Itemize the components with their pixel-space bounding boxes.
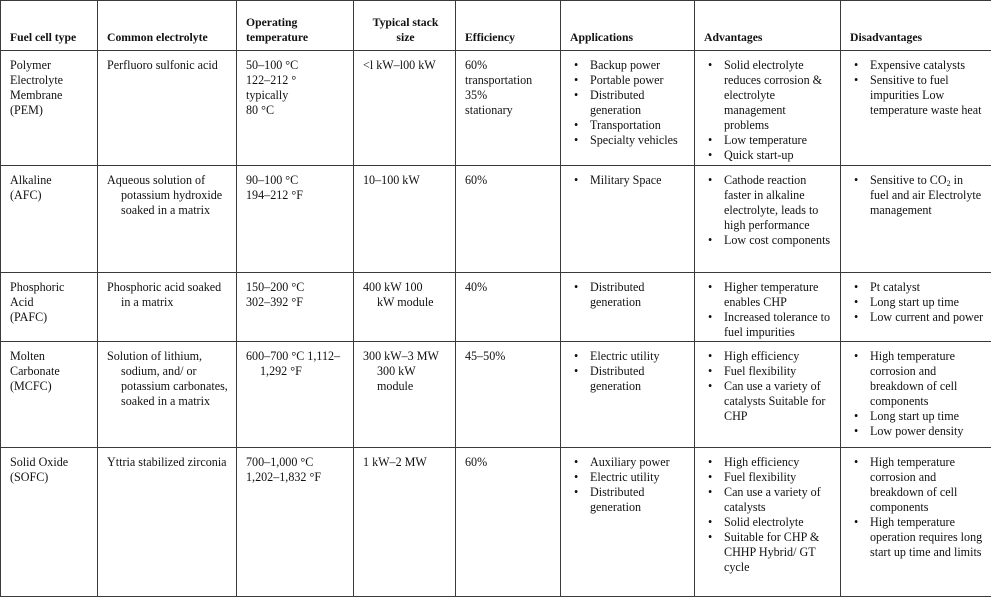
advantages-cell	[695, 342, 841, 448]
header-advantages: Advantages	[695, 1, 841, 51]
stack-size-cell: 400 kW 100 kW module	[354, 273, 456, 342]
fuel-cell-type-cell: Molten Carbonate (MCFC)	[1, 342, 98, 448]
advantages-cell	[695, 51, 841, 166]
applications-cell	[561, 51, 695, 166]
temperature-cell: 90–100 °C 194–212 °F	[237, 166, 354, 273]
list-item: • Long start up time	[850, 409, 984, 424]
list-item: • High efficiency	[704, 349, 833, 364]
list-item: • Low power density	[850, 424, 984, 439]
list-item: • Cathode reaction faster in alkaline electrolyte, leads to high performance	[704, 173, 833, 233]
electrolyte-cell: Aqueous solution of potassium hydroxide soaked in a matrix	[98, 166, 237, 273]
list-item: • Can use a variety of catalysts Suitable for CHP	[704, 379, 833, 424]
table-row-pafc	[1, 273, 991, 342]
list-item: • Higher temperature enables CHP	[704, 280, 833, 310]
header-disadvantages: Disadvantages	[841, 1, 991, 51]
list-item: • Pt catalyst	[850, 280, 984, 295]
temperature-cell: 700–1,000 °C 1,202–1,832 °F	[237, 448, 354, 597]
list-item: • Expensive catalysts	[850, 58, 984, 73]
table-row-mcfc	[1, 342, 991, 448]
temperature-cell: 50–100 °C 122–212 ° typically 80 °C	[237, 51, 354, 166]
header-operating-temperature: Operating temperature	[237, 1, 354, 51]
efficiency-cell: 60%	[456, 166, 561, 273]
table-row-pem	[1, 51, 991, 166]
list-item: • High efficiency	[704, 455, 833, 470]
efficiency-cell: 60% transportation 35% stationary	[456, 51, 561, 166]
stack-size-cell: 300 kW–3 MW 300 kW module	[354, 342, 456, 448]
list-item: • Electric utility	[570, 470, 687, 485]
advantages-cell	[695, 166, 841, 273]
stack-size-cell: 1 kW–2 MW	[354, 448, 456, 597]
list-item: • Portable power	[570, 73, 687, 88]
electrolyte-cell: Solution of lithium, sodium, and/ or potassium carbonates, soaked in a matrix	[98, 342, 237, 448]
list-item: • Distributed generation	[570, 88, 687, 118]
header-fuel-cell-type: Fuel cell type	[1, 1, 98, 51]
list-item: • Military Space	[570, 173, 687, 188]
header-efficiency: Efficiency	[456, 1, 561, 51]
applications-cell	[561, 273, 695, 342]
disadvantages-cell	[841, 273, 991, 342]
list-item: • Quick start-up	[704, 148, 833, 163]
efficiency-cell: 45–50%	[456, 342, 561, 448]
disadvantages-cell	[841, 448, 991, 597]
list-item: • Suitable for CHP & CHHP Hybrid/ GT cycle	[704, 530, 833, 575]
list-item: • Fuel flexibility	[704, 470, 833, 485]
list-item: • Specialty vehicles	[570, 133, 687, 148]
disadvantages-cell	[841, 342, 991, 448]
list-item: • Solid electrolyte reduces corrosion & electrolyte management problems	[704, 58, 833, 133]
list-item: • Electric utility	[570, 349, 687, 364]
list-item: • Distributed generation	[570, 280, 687, 310]
electrolyte-cell: Yttria stabilized zirconia	[98, 448, 237, 597]
list-item: • Sensitive to $CO_2$ in fuel and air Electrolyte management	[850, 173, 984, 218]
applications-cell	[561, 448, 695, 597]
list-item: • Distributed generation	[570, 364, 687, 394]
list-item: • High temperature corrosion and breakdown of cell components	[850, 455, 984, 515]
disadvantages-cell	[841, 166, 991, 273]
table-row-afc	[1, 166, 991, 273]
list-item: • High temperature operation requires long start up time and limits	[850, 515, 984, 560]
list-item: • Auxiliary power	[570, 455, 687, 470]
list-item: • Increased tolerance to fuel impurities	[704, 310, 833, 340]
disadvantages-cell	[841, 51, 991, 166]
list-item: • Transportation	[570, 118, 687, 133]
stack-size-cell: 10–100 kW	[354, 166, 456, 273]
efficiency-cell: 40%	[456, 273, 561, 342]
efficiency-cell: 60%	[456, 448, 561, 597]
advantages-cell	[695, 273, 841, 342]
temperature-cell: 150–200 °C 302–392 °F	[237, 273, 354, 342]
list-item: • Long start up time	[850, 295, 984, 310]
list-item: • Backup power	[570, 58, 687, 73]
header-typical-stack-size: Typical stack size	[354, 1, 456, 51]
table-row-sofc	[1, 448, 991, 597]
list-item: • High temperature corrosion and breakdown of cell components	[850, 349, 984, 409]
fuel-cell-type-cell: Phosphoric Acid (PAFC)	[1, 273, 98, 342]
list-item: • Low cost components	[704, 233, 833, 248]
header-applications: Applications	[561, 1, 695, 51]
list-item: • Solid electrolyte	[704, 515, 833, 530]
header-common-electrolyte: Common electrolyte	[98, 1, 237, 51]
stack-size-cell: <l kW–l00 kW	[354, 51, 456, 166]
electrolyte-cell: Phosphoric acid soaked in a matrix	[98, 273, 237, 342]
list-item: • Low temperature	[704, 133, 833, 148]
list-item: • Sensitive to fuel impurities Low temperature waste heat	[850, 73, 984, 118]
temperature-cell: 600–700 °C 1,112–1,292 °F	[237, 342, 354, 448]
list-item: • Fuel flexibility	[704, 364, 833, 379]
fuel-cell-type-cell: Solid Oxide (SOFC)	[1, 448, 98, 597]
header-row	[1, 1, 991, 51]
list-item: • Can use a variety of catalysts	[704, 485, 833, 515]
applications-cell	[561, 166, 695, 273]
electrolyte-cell: Perfluoro sulfonic acid	[98, 51, 237, 166]
fuel-cell-type-cell: Polymer Electrolyte Membrane (PEM)	[1, 51, 98, 166]
list-item: • Low current and power	[850, 310, 984, 325]
fuel-cell-type-cell: Alkaline (AFC)	[1, 166, 98, 273]
applications-cell	[561, 342, 695, 448]
advantages-cell	[695, 448, 841, 597]
list-item: • Distributed generation	[570, 485, 687, 515]
